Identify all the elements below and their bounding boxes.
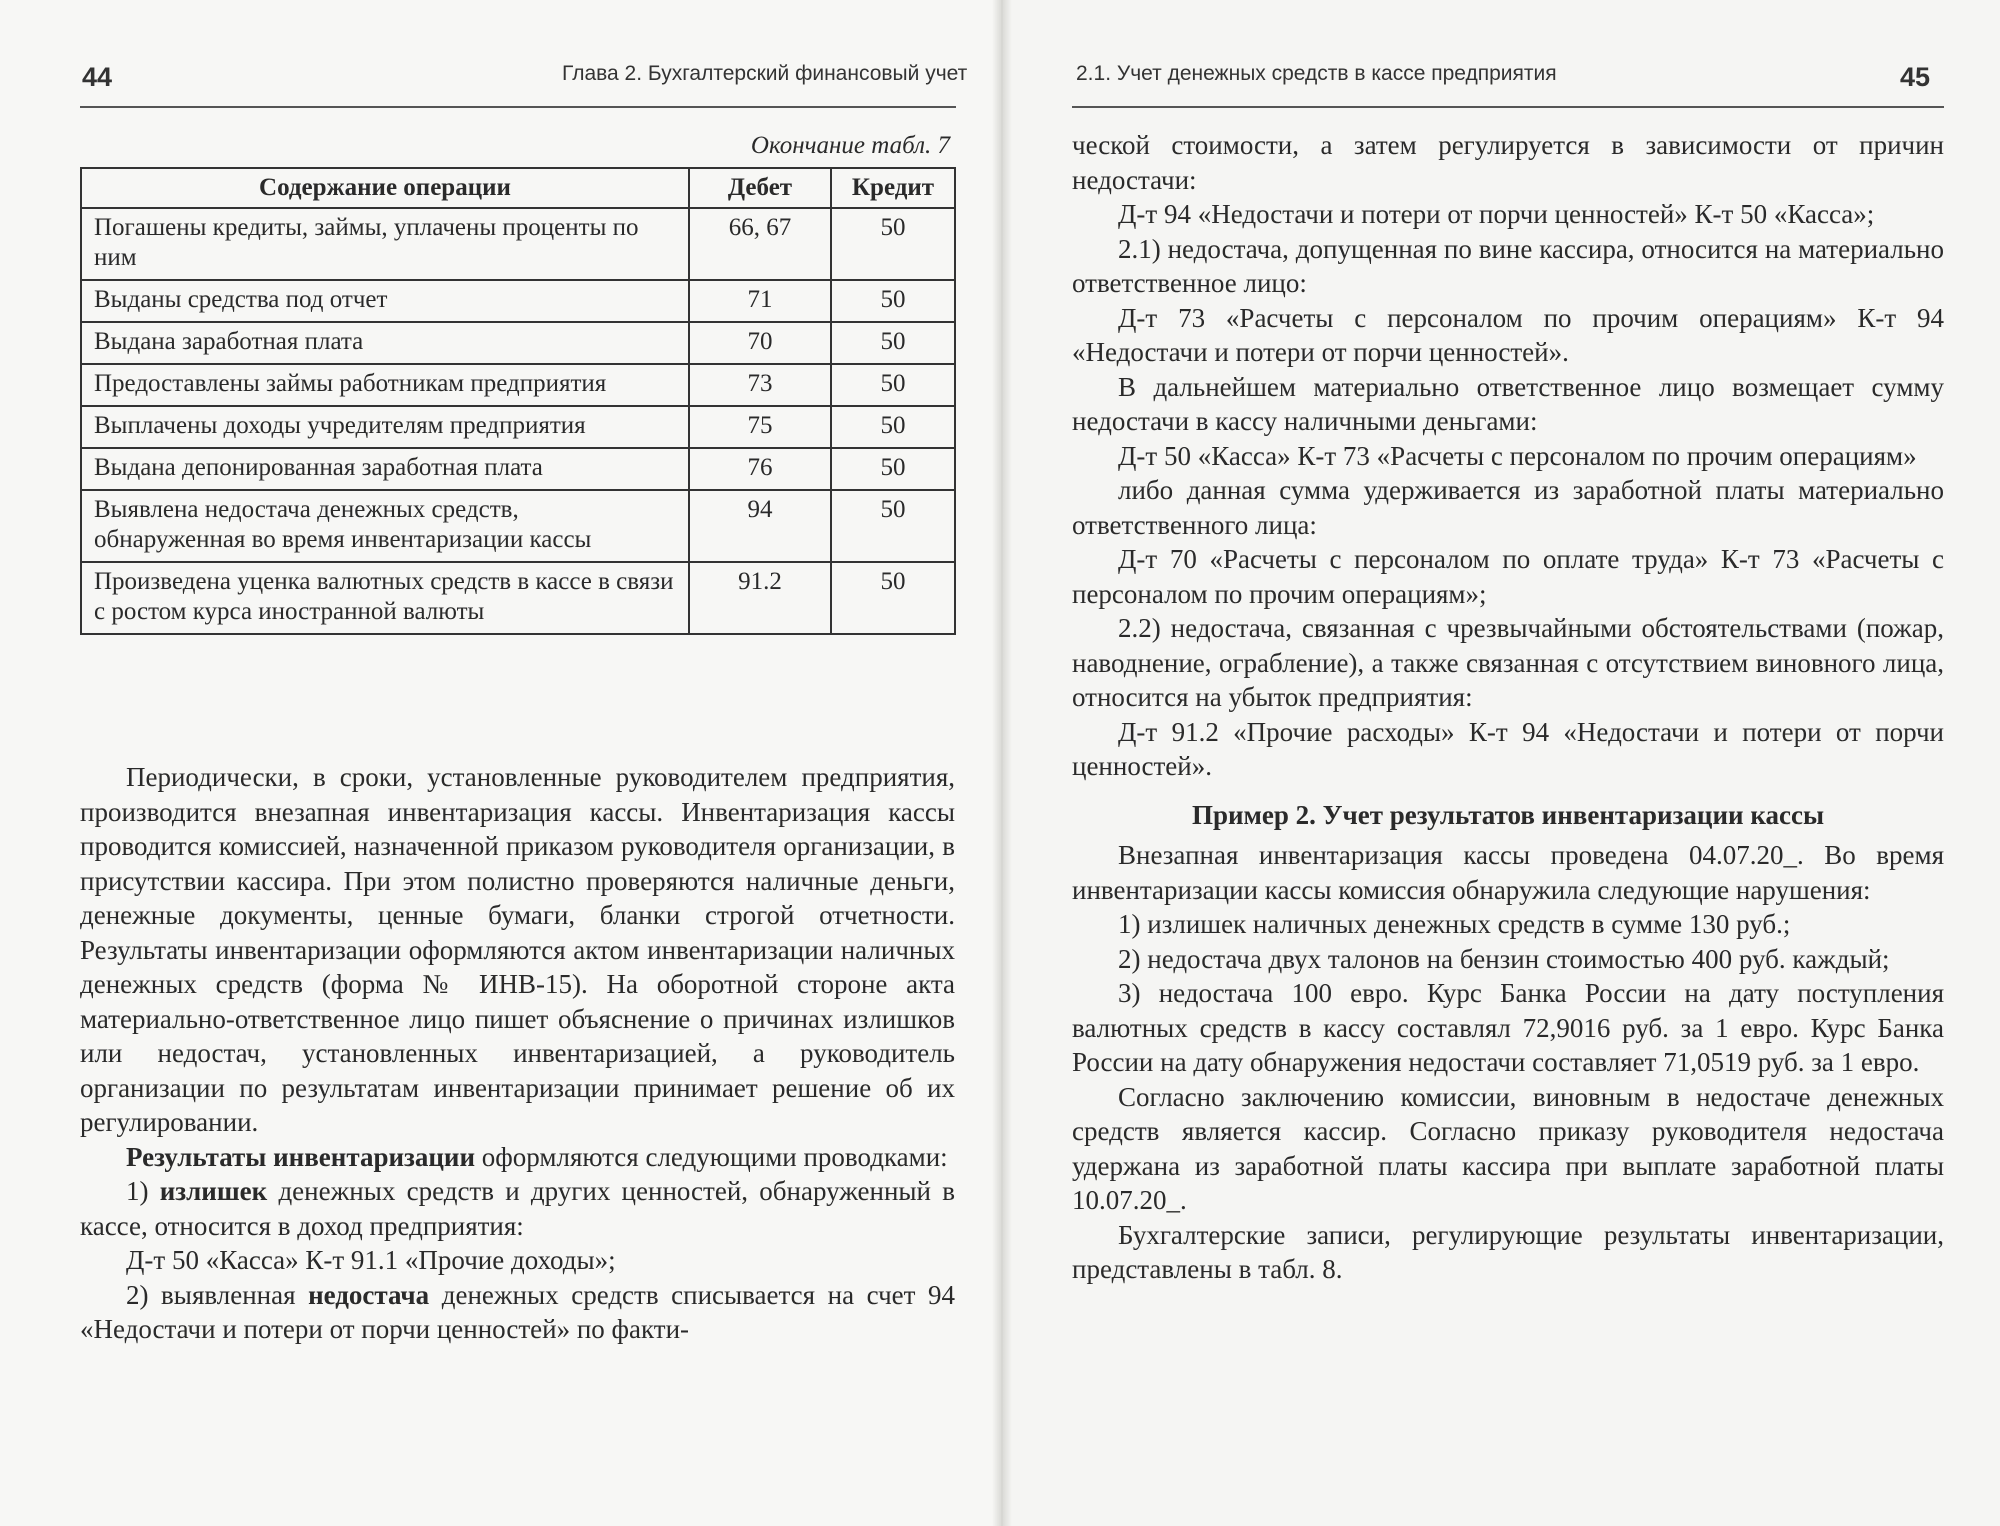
operation-cell: Предоставлены займы работникам предприятия: [81, 364, 689, 406]
table-row: [81, 280, 955, 322]
operation-cell: Выдана заработная плата: [81, 322, 689, 364]
credit-cell: 50: [831, 322, 955, 364]
posting-entry: Д-т 94 «Недостачи и потери от порчи ценностей» К-т 50 «Касса»;: [1118, 199, 1875, 229]
list-marker: 1): [126, 1176, 160, 1206]
list-item: 3) недостача 100 евро. Курс Банка России на дату поступления валютных средств в кассу составлял 72,9016 руб. за 1 евро. Курс Банка России на дату обнаружения недостачи составляет 71,0519 руб. за 1 евро.: [1072, 978, 1944, 1077]
debit-cell: 94: [689, 490, 831, 562]
right-body-text: [1072, 128, 1944, 1287]
operation-cell: Выдана депонированная заработная плата: [81, 448, 689, 490]
table-row: [81, 364, 955, 406]
table-row: [81, 448, 955, 490]
table-row: [81, 322, 955, 364]
table-caption: Окончание табл. 7: [750, 132, 950, 159]
paragraph: Внезапная инвентаризация кассы проведена 04.07.20_. Во время инвентаризации кассы комиссия обнаружила следующие нарушения:: [1072, 840, 1944, 905]
credit-cell: 50: [831, 448, 955, 490]
posting-entry: Д-т 50 «Касса» К-т 91.1 «Прочие доходы»;: [126, 1245, 616, 1275]
debit-cell: 71: [689, 280, 831, 322]
bold-term: Результаты инвентаризации: [126, 1141, 476, 1172]
operation-cell: Выявлена недостача денежных средств, обнаруженная во время инвентаризации кассы: [81, 490, 689, 562]
paragraph: [80, 1278, 955, 1347]
debit-cell: 66, 67: [689, 208, 831, 280]
credit-cell: 50: [831, 406, 955, 448]
debit-cell: 76: [689, 448, 831, 490]
column-header: Кредит: [831, 168, 955, 208]
debit-cell: 75: [689, 406, 831, 448]
example-heading: Пример 2. Учет результатов инвентаризации кассы: [1191, 799, 1825, 830]
paragraph: ческой стоимости, а затем регулируется в зависимости от причин недостачи:: [1072, 130, 1944, 195]
book-gutter: [992, 0, 1012, 1526]
bold-term: излишек: [159, 1176, 268, 1206]
paragraph: Бухгалтерские записи, регулирующие результаты инвентаризации, представлены в табл. 8.: [1072, 1219, 1944, 1284]
table-row: [81, 208, 955, 280]
debit-cell: 70: [689, 322, 831, 364]
bold-term: недостача: [308, 1279, 430, 1310]
posting-entry: Д-т 73 «Расчеты с персоналом по прочим операциям» К-т 94 «Недостачи и потери от порчи ценностей».: [1072, 302, 1944, 367]
table-row: [81, 562, 955, 634]
list-item: 1) излишек наличных денежных средств в сумме 130 руб.;: [1118, 909, 1791, 939]
posting-entry: Д-т 50 «Касса» К-т 73 «Расчеты с персоналом по прочим операциям»: [1118, 440, 1917, 471]
debit-cell: 91.2: [689, 562, 831, 634]
paragraph: 2.2) недостача, связанная с чрезвычайными обстоятельствами (пожар, наводнение, ограбление), а также связанная с отсутствием виновного лица, относится на убыток предприятия:: [1072, 613, 1944, 712]
list-item: 2) недостача двух талонов на бензин стоимостью 400 руб. каждый;: [1118, 943, 1890, 974]
paragraph: Периодически, в сроки, установленные руководителем предприятия, производится внезапная инвентаризация кассы. Инвентаризация кассы проводится комиссией, назначенной приказом руководителя организации, в присутствии кассира. При этом полистно проверяются наличные деньги, денежные документы, ценные бумаги, бланки строгой отчетности. Результаты инвентаризации оформляются актом инвентаризации наличных денежных средств (форма № ИНВ-15). На оборотной стороне акта материально-ответственное лицо пишет объяснение о причинах излишков или недостач, установленных инвентаризацией, а руководитель организации по результатам инвентаризации принимает решение об их регулировании.: [80, 762, 955, 1137]
page-number-right: 45: [1900, 62, 1931, 92]
header-rule-right: [1072, 106, 1944, 108]
posting-entry: Д-т 91.2 «Прочие расходы» К-т 94 «Недостачи и потери от порчи ценностей».: [1072, 716, 1944, 781]
credit-cell: 50: [831, 208, 955, 280]
operations-table: [80, 167, 956, 635]
paragraph-text: 2) выявленная: [126, 1279, 309, 1310]
page-number-left: 44: [82, 62, 113, 92]
operation-cell: Выплачены доходы учредителям предприятия: [81, 406, 689, 448]
left-body-text: [80, 760, 955, 1347]
debit-cell: 73: [689, 364, 831, 406]
paragraph: либо данная сумма удерживается из заработной платы материально ответственного лица:: [1072, 475, 1944, 540]
credit-cell: 50: [831, 490, 955, 562]
paragraph: 2.1) недостача, допущенная по вине кассира, относится на материально ответственное лицо:: [1072, 233, 1944, 298]
header-rule-left: [80, 106, 956, 108]
paragraph: В дальнейшем материально ответственное лицо возмещает сумму недостачи в кассу наличными деньгами:: [1072, 371, 1944, 436]
credit-cell: 50: [831, 364, 955, 406]
running-head-right: 2.1. Учет денежных средств в кассе предприятия: [1076, 62, 1557, 85]
table-header-row: [81, 168, 955, 208]
operation-cell: Погашены кредиты, займы, уплачены проценты по ним: [81, 208, 689, 280]
credit-cell: 50: [831, 562, 955, 634]
table-row: [81, 490, 955, 562]
column-header: Дебет: [689, 168, 831, 208]
operation-cell: Произведена уценка валютных средств в кассе в связи с ростом курса иностранной валюты: [81, 562, 689, 634]
paragraph: [80, 1174, 955, 1243]
operation-cell: Выданы средства под отчет: [81, 280, 689, 322]
posting-entry: Д-т 70 «Расчеты с персоналом по оплате труда» К-т 73 «Расчеты с персоналом по прочим операциям»;: [1072, 544, 1944, 609]
paragraph: [80, 1140, 955, 1175]
paragraph-text: денежных средств и других ценностей, обнаруженный в кассе, относится в доход предприятия:: [80, 1176, 955, 1241]
credit-cell: 50: [831, 280, 955, 322]
running-head-left: Глава 2. Бухгалтерский финансовый учет: [562, 62, 968, 85]
column-header: Содержание операции: [81, 168, 689, 208]
table-row: [81, 406, 955, 448]
right-page: [1000, 0, 2000, 1526]
paragraph-text: денежных средств списывается на счет 94 «Недостачи и потери от порчи ценностей» по факти-: [80, 1279, 955, 1344]
paragraph-text: оформляются следующими проводками:: [475, 1141, 948, 1172]
paragraph: Согласно заключению комиссии, виновным в недостаче денежных средств является кассир. Согласно приказу руководителя недостача удержана из заработной платы кассира при выплате заработной платы 10.07.20_.: [1072, 1081, 1944, 1215]
